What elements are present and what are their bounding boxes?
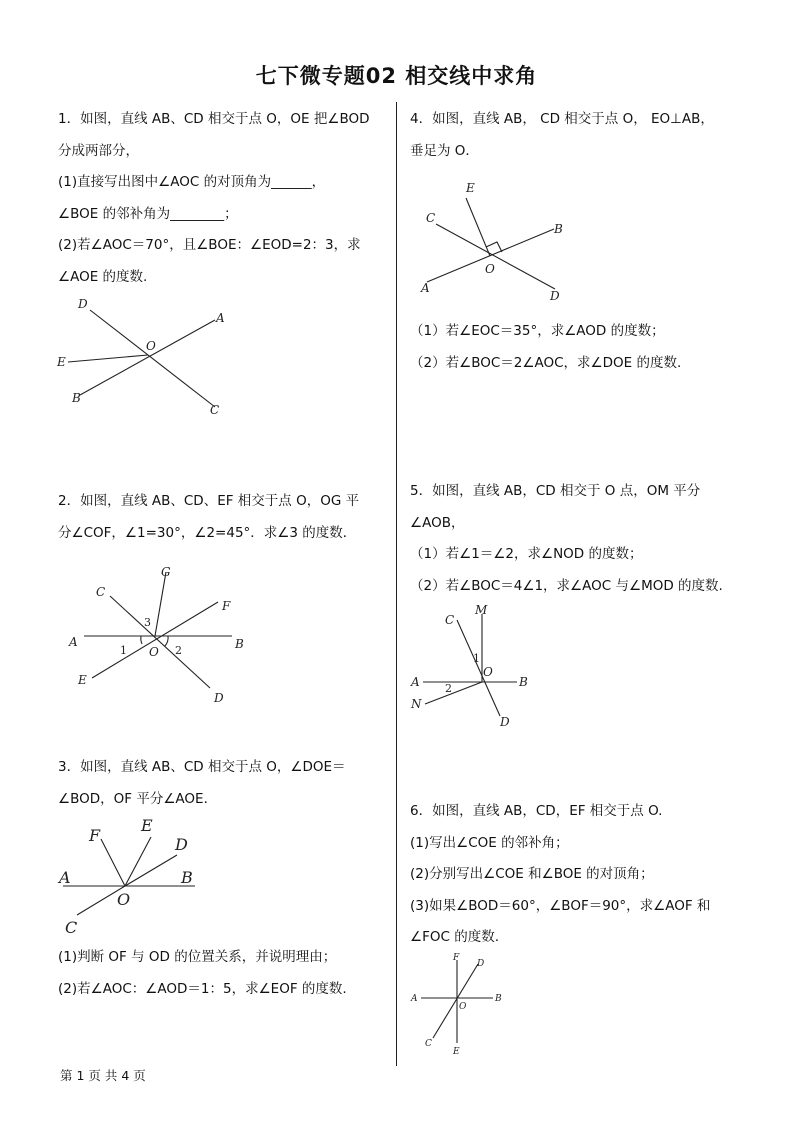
q3-part-2: (2)若∠AOC：∠AOD＝1：5，求∠EOF 的度数.: [58, 980, 347, 997]
q6-label-D: D: [477, 959, 485, 969]
q4-line-2: 垂足为 O．: [410, 142, 479, 159]
q5-label-A: A: [411, 675, 420, 689]
q6-line-2: (1)写出∠COE 的邻补角；: [410, 834, 569, 851]
q1-line-BA: [80, 320, 215, 395]
q1-label-D: D: [78, 297, 88, 311]
q1-line-4: ∠BOE 的邻补角为________；: [58, 205, 238, 222]
q1-label-E: E: [57, 355, 66, 369]
q6-figure: [405, 948, 515, 1060]
q2-label-3: 3: [144, 616, 151, 629]
q4-label-E: E: [466, 181, 475, 195]
q5-label-B: B: [519, 675, 528, 689]
q4-figure: [412, 176, 582, 306]
q6-line-CD: [433, 964, 478, 1038]
q4-label-O: O: [485, 262, 495, 276]
q6-label-B: B: [495, 994, 502, 1004]
q6-line-1: 6．如图，直线 AB，CD，EF 相交于点 O.: [410, 803, 663, 819]
q4-label-D: D: [550, 289, 560, 303]
q2-figure: [62, 560, 262, 710]
q5-line-4: （2）若∠BOC＝4∠1，求∠AOC 与∠MOD 的度数.: [410, 577, 723, 594]
q2-label-O: O: [149, 645, 159, 659]
q6-label-C: C: [425, 1039, 432, 1049]
q4-part-2: （2）若∠BOC＝2∠AOC，求∠DOE 的度数.: [410, 354, 682, 371]
q2-label-E: E: [78, 673, 87, 687]
q5-label-O: O: [483, 665, 493, 679]
q3-label-D: D: [175, 835, 188, 854]
question-4: [410, 104, 714, 167]
question-2: [58, 486, 359, 549]
q5-figure: [405, 600, 535, 730]
q1-line-2: 分成两部分，: [58, 142, 139, 159]
q6-label-E: E: [453, 1047, 460, 1057]
q1-label-C: C: [210, 403, 220, 417]
q6-line-3: (2)分别写出∠COE 和∠BOE 的对顶角；: [410, 866, 654, 882]
q5-label-1: 1: [473, 652, 480, 665]
q3-figure: [55, 815, 215, 940]
q1-line-1: 1．如图，直线 AB、CD 相交于点 O，OE 把∠BOD: [58, 111, 370, 127]
q1-line-5: (2)若∠AOC＝70°，且∠BOE：∠EOD=2：3，求: [58, 237, 361, 253]
q5-label-D: D: [500, 715, 510, 729]
q2-label-1: 1: [120, 644, 127, 657]
question-5: [410, 476, 723, 602]
q1-label-B: B: [72, 391, 81, 405]
q3-label-B: B: [181, 868, 193, 887]
question-6: [410, 796, 710, 954]
q5-ray-ON: [425, 682, 482, 704]
q3-part-1: (1)判断 OF 与 OD 的位置关系，并说明理由；: [58, 949, 337, 965]
q2-angle-1-arc: [141, 636, 142, 644]
q3-label-E: E: [141, 816, 153, 835]
q2-label-D: D: [214, 691, 224, 705]
q3-label-F: F: [89, 826, 101, 845]
q3-label-O: O: [117, 890, 131, 909]
q3-ray-OF: [101, 839, 125, 886]
question-3: [58, 752, 346, 815]
q4-right-angle-mark: [486, 242, 502, 252]
q6-label-O: O: [459, 1002, 467, 1012]
q2-ray-OG: [155, 572, 166, 636]
q6-line-5: ∠FOC 的度数.: [410, 929, 500, 945]
q5-line-CD: [457, 620, 500, 716]
page-footer: 第 1 页 共 4 页: [60, 1068, 146, 1083]
q4-line-1: 4．如图，直线 AB， CD 相交于点 O， EO⊥AB，: [410, 111, 714, 127]
q2-label-A: A: [69, 635, 78, 649]
q2-angle-2-arc: [165, 636, 168, 646]
q6-label-F: F: [453, 953, 460, 963]
q5-label-2: 2: [445, 682, 452, 695]
page-title: 七下微专题02 相交线中求角: [255, 64, 538, 88]
q1-line-3: (1)直接写出图中∠AOC 的对顶角为______，: [58, 174, 326, 190]
q2-label-B: B: [235, 637, 244, 651]
q4-label-B: B: [554, 222, 563, 236]
q3-label-A: A: [59, 868, 71, 887]
q5-label-M: M: [475, 603, 488, 617]
q2-line-2: 分∠COF，∠1=30°，∠2=45°．求∠3 的度数．: [58, 524, 357, 541]
q5-line-3: （1）若∠1＝∠2，求∠NOD 的度数；: [410, 546, 643, 562]
q5-line-2: ∠AOB，: [410, 514, 465, 531]
q5-label-N: N: [411, 697, 422, 711]
q1-label-O: O: [146, 339, 156, 353]
q2-label-C: C: [96, 585, 106, 599]
q1-label-A: A: [216, 311, 225, 325]
q1-line-6: ∠AOE 的度数.: [58, 268, 148, 285]
q3-line-1: 3．如图，直线 AB、CD 相交于点 O，∠DOE＝: [58, 759, 346, 775]
q2-line-EF: [92, 602, 218, 678]
question-1: [58, 104, 370, 293]
column-divider: [396, 102, 397, 1066]
q6-line-4: (3)如果∠BOD＝60°，∠BOF＝90°，求∠AOF 和: [410, 897, 711, 914]
q3-label-C: C: [65, 918, 78, 937]
q1-ray-OE: [68, 355, 148, 362]
q2-label-G: G: [161, 565, 171, 579]
q2-label-2: 2: [175, 644, 182, 657]
q4-label-C: C: [426, 211, 436, 225]
q6-label-A: A: [411, 994, 418, 1004]
q4-part-1: （1）若∠EOC＝35°，求∠AOD 的度数；: [410, 323, 665, 339]
q4-label-A: A: [421, 281, 430, 295]
q1-figure: [50, 292, 250, 422]
q3-line-2: ∠BOD，OF 平分∠AOE．: [58, 790, 218, 807]
q5-label-C: C: [445, 613, 455, 627]
q2-line-1: 2．如图，直线 AB、CD、EF 相交于点 O，OG 平: [58, 493, 360, 509]
q4-line-CD: [436, 224, 555, 289]
question-4-parts: [410, 316, 681, 379]
q5-line-1: 5．如图，直线 AB，CD 相交于 O 点，OM 平分: [410, 483, 701, 499]
question-3-parts: [58, 942, 347, 1005]
q2-label-F: F: [222, 599, 231, 613]
